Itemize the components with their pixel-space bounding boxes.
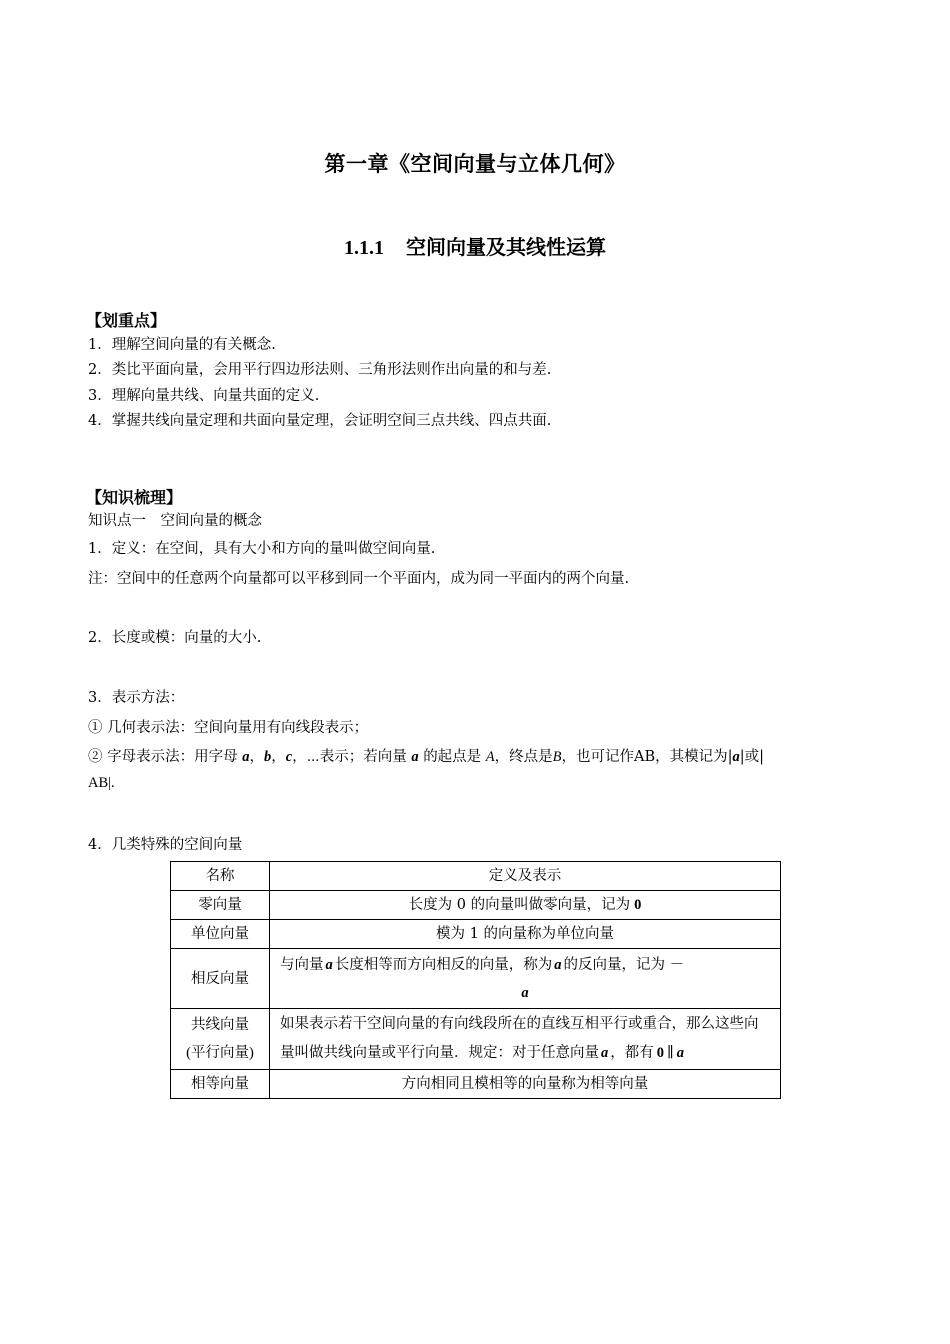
focus-heading: 【划重点】 xyxy=(86,311,167,330)
section-name: 空间向量及其线性运算 xyxy=(406,235,606,259)
row-name: 共线向量 (平行向量) xyxy=(171,1009,270,1070)
focus-item-4: 4．掌握共线向量定理和共面向量定理，会证明空间三点共线、四点共面. xyxy=(88,413,552,429)
special-vectors-heading: 4．几类特殊的空间向量 xyxy=(88,837,243,853)
row-definition: 与向量 a 长度相等而方向相反的向量，称为 a 的反向量，记为 － a xyxy=(270,949,781,1009)
table-row xyxy=(171,891,781,920)
table-header-name: 名称 xyxy=(171,862,270,891)
table-row xyxy=(171,949,781,1009)
row-definition: 模为 1 的向量称为单位向量 xyxy=(270,920,781,949)
row-name: 相等向量 xyxy=(171,1070,270,1099)
section-number: 1.1.1 xyxy=(344,237,384,259)
representation-heading: 3．表示方法： xyxy=(88,690,185,706)
knowledge-point-1: 知识点一 空间向量的概念 xyxy=(88,513,262,529)
focus-item-1: 1．理解空间向量的有关概念. xyxy=(88,337,276,353)
table-header-definition: 定义及表示 xyxy=(270,862,781,891)
geometric-method: ① 几何表示法：空间向量用有向线段表示； xyxy=(88,720,369,736)
knowledge-heading: 【知识梳理】 xyxy=(86,488,183,507)
row-name: 相反向量 xyxy=(171,949,270,1009)
table-row xyxy=(171,920,781,949)
length-definition: 2．长度或模：向量的大小. xyxy=(88,630,262,646)
focus-item-2: 2．类比平面向量，会用平行四边形法则、三角形法则作出向量的和与差. xyxy=(88,362,552,378)
special-vectors-table xyxy=(170,861,781,1099)
letter-method: ② 字母表示法：用字母 a，b，c，⋯表示；若向量 a 的起点是 A，终点是B，也可记作AB，其模记为|a|或| xyxy=(88,749,765,765)
table-row xyxy=(171,1070,781,1099)
chapter-title: 第一章《空间向量与立体几何》 xyxy=(324,152,626,176)
row-name: 单位向量 xyxy=(171,920,270,949)
row-definition: 如果表示若干空间向量的有向线段所在的直线互相平行或重合，那么这些向量叫做共线向量或平行向量．规定：对于任意向量 a ，都有 0 ∥ a xyxy=(270,1009,781,1070)
table-row xyxy=(171,1009,781,1070)
section-title xyxy=(0,231,950,260)
row-definition: 方向相同且模相等的向量称为相等向量 xyxy=(270,1070,781,1099)
focus-item-3: 3．理解向量共线、向量共面的定义. xyxy=(88,388,320,404)
note-text: 注：空间中的任意两个向量都可以平移到同一个平面内，成为同一平面内的两个向量. xyxy=(88,571,630,587)
table-header-row xyxy=(171,862,781,891)
letter-method-continued: AB|. xyxy=(88,775,115,791)
row-name: 零向量 xyxy=(171,891,270,920)
definition-text: 1．定义：在空间，具有大小和方向的量叫做空间向量. xyxy=(88,541,436,557)
row-definition: 长度为 0 的向量叫做零向量，记为 0 xyxy=(270,891,781,920)
